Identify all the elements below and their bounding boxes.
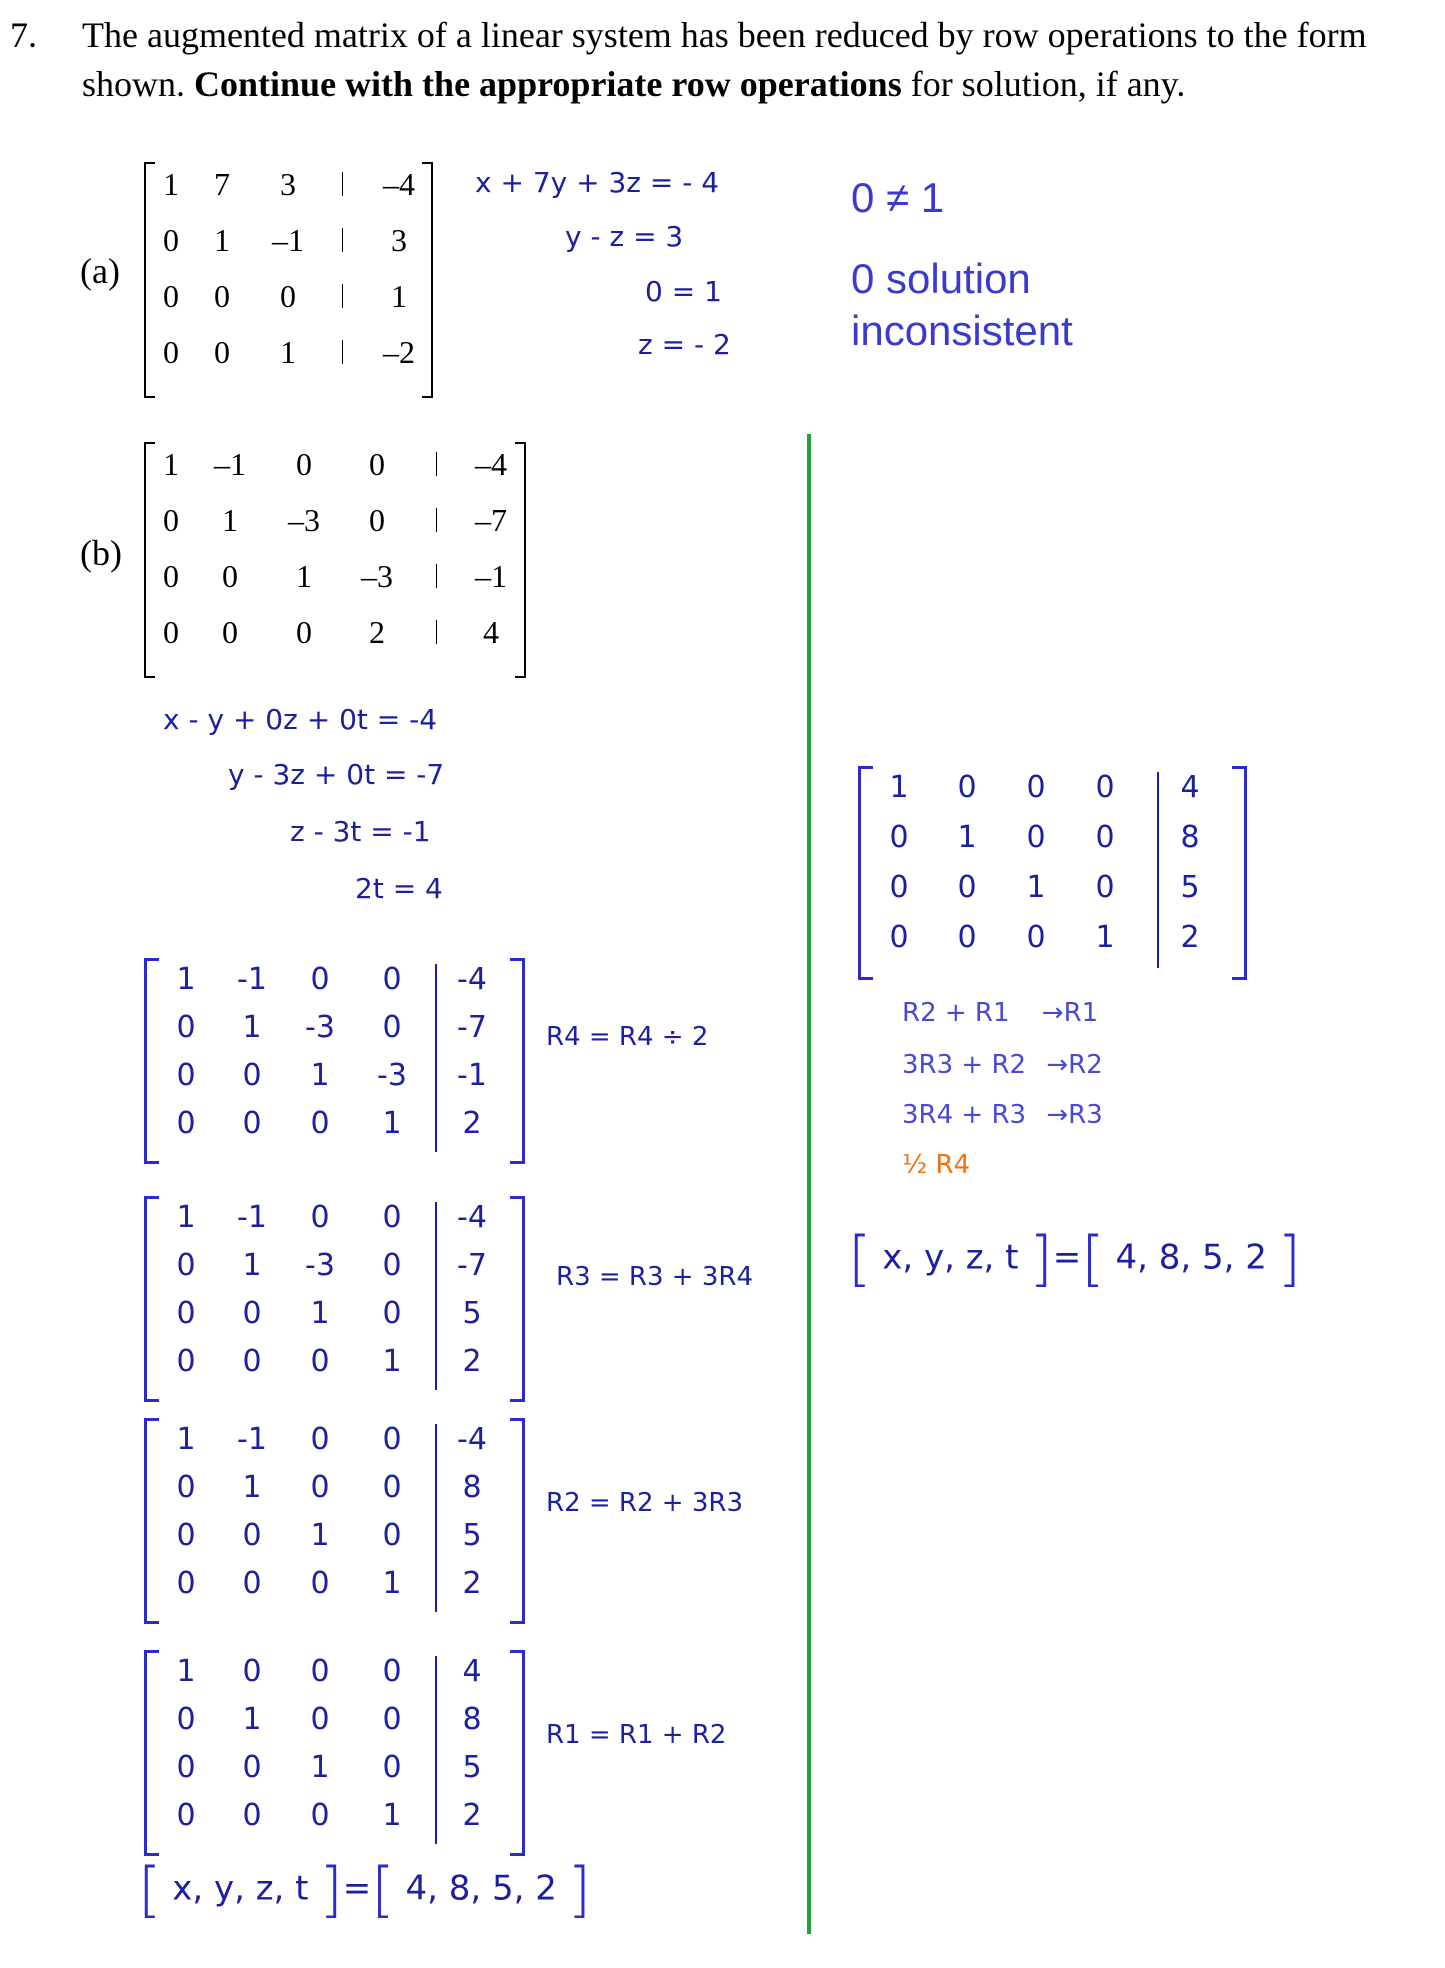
step-2-matrix-left-bracket (144, 1196, 159, 1402)
part-a-eq-3: 0 = 1 (645, 275, 722, 308)
part-b-matrix-augment-bar (436, 564, 437, 588)
step-2-matrix-augment-bar (435, 1202, 437, 1390)
part-a-label: (a) (80, 251, 120, 291)
step-op-3: R2 = R2 + 3R3 (546, 1488, 743, 1518)
side-matrix-left-bracket (858, 766, 873, 980)
part-a-eq-4: z = - 2 (638, 328, 731, 361)
part-a-inequality: 0 ≠ 1 (851, 174, 945, 221)
solution-values: 4, 8, 5, 2 (405, 1868, 557, 1909)
side-matrix-augment-bar (1157, 772, 1159, 968)
part-a-matrix-augment-bar (342, 284, 343, 308)
side-op-3: 3R4 + R3 →R3 (902, 1100, 1103, 1130)
part-a-eq-2: y - z = 3 (565, 220, 684, 253)
step-op-2: R3 = R3 + 3R4 (556, 1262, 753, 1292)
part-a-matrix-augment-bar (342, 228, 343, 252)
part-b-label: (b) (80, 533, 122, 573)
part-b-matrix-augment-bar (436, 452, 437, 476)
part-b-eq-3: z - 3t = -1 (290, 815, 431, 848)
part-a-eq-1: x + 7y + 3z = - 4 (475, 166, 720, 199)
part-a-inconsistent: inconsistent (851, 307, 1073, 354)
side-matrix-right-bracket (1232, 766, 1247, 980)
side-solution-vars: x, y, z, t (882, 1237, 1019, 1278)
question-number: 7. (10, 15, 37, 55)
part-b-eq-1: x - y + 0z + 0t = -4 (163, 703, 438, 736)
part-a-no-solution: 0 solution (851, 255, 1031, 302)
side-solution: [ x, y, z, t ]=[ 4, 8, 5, 2 ] (848, 1224, 1302, 1294)
question-line-1: The augmented matrix of a linear system has been reduced by row operations to the form (82, 15, 1367, 55)
part-a-matrix-augment-bar (342, 172, 343, 196)
part-b-eq-4: 2t = 4 (355, 872, 443, 905)
part-b-eq-2: y - 3z + 0t = -7 (228, 758, 445, 791)
side-op-4: ½ R4 (902, 1150, 971, 1180)
step-3-matrix-right-bracket (510, 1418, 525, 1624)
part-b-matrix-right-bracket (515, 442, 526, 678)
step-1-matrix-right-bracket (510, 958, 525, 1164)
step-op-4: R1 = R1 + R2 (546, 1720, 727, 1750)
step-op-1: R4 = R4 ÷ 2 (546, 1022, 709, 1052)
side-solution-values: 4, 8, 5, 2 (1115, 1237, 1267, 1278)
part-a-matrix-augment-bar (342, 340, 343, 364)
step-3-matrix-left-bracket (144, 1418, 159, 1624)
step-4-matrix-right-bracket (510, 1650, 525, 1856)
step-2-matrix-right-bracket (510, 1196, 525, 1402)
part-b-matrix-augment-bar (436, 508, 437, 532)
question-line-2: shown. Continue with the appropriate row operations for solution, if any. (82, 64, 1186, 104)
solution-vars: x, y, z, t (172, 1868, 309, 1909)
part-b-solution: [ x, y, z, t ]=[ 4, 8, 5, 2 ] (138, 1855, 592, 1925)
part-a-matrix-left-bracket (144, 162, 155, 398)
side-op-1: R2 + R1 →R1 (902, 998, 1099, 1028)
step-4-matrix-left-bracket (144, 1650, 159, 1856)
step-1-matrix-augment-bar (435, 964, 437, 1152)
step-1-matrix-left-bracket (144, 958, 159, 1164)
step-4-matrix-augment-bar (435, 1656, 437, 1844)
part-b-matrix-augment-bar (436, 620, 437, 644)
part-b-matrix-left-bracket (144, 442, 155, 678)
step-3-matrix-augment-bar (435, 1424, 437, 1612)
part-a-matrix-right-bracket (422, 162, 433, 398)
green-divider (807, 434, 811, 1934)
side-op-2: 3R3 + R2 →R2 (902, 1050, 1103, 1080)
